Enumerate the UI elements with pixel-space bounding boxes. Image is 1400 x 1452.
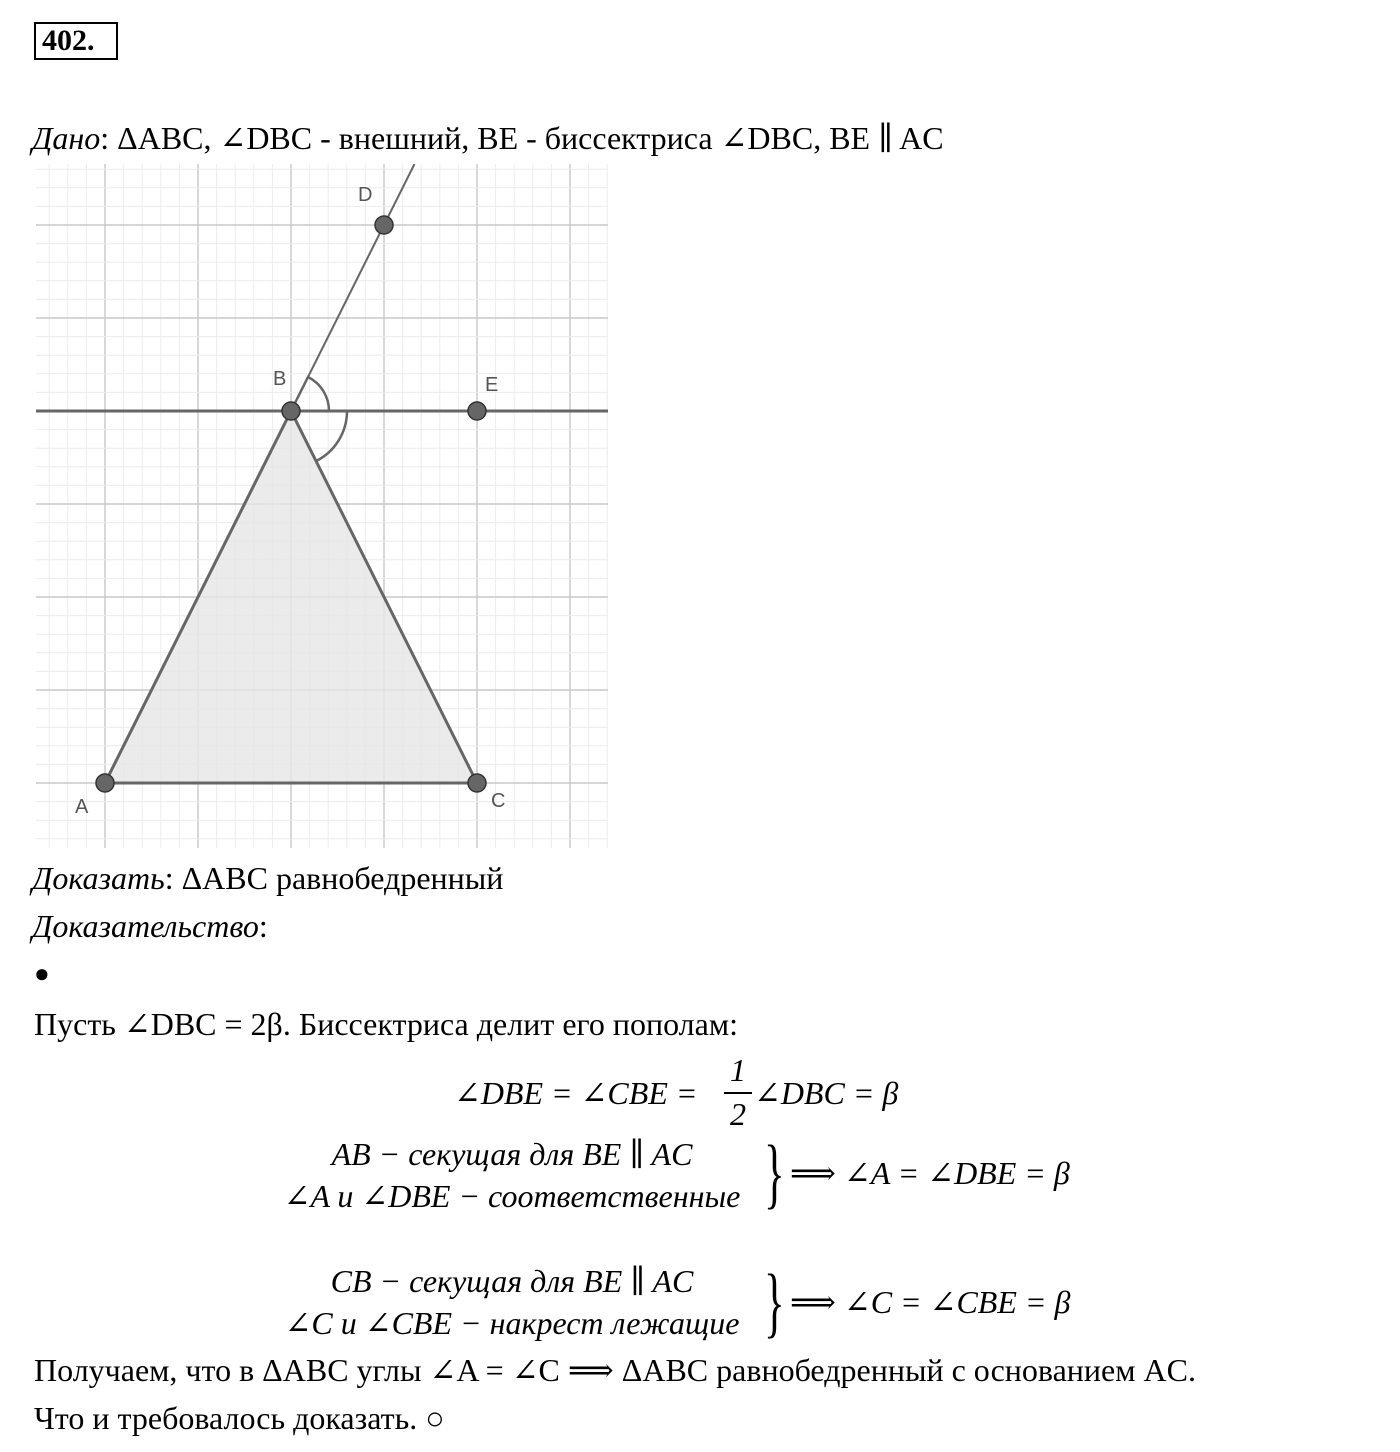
prove-text: : ΔABC равнобедренный	[164, 860, 504, 896]
bullet-icon: ●	[34, 959, 50, 988]
system1-line1: AB − секущая для BE ∥ AC	[331, 1136, 693, 1172]
point-label-d: D	[358, 184, 373, 206]
proof-heading	[32, 906, 268, 946]
system2-line2: ∠C и ∠CBE − накрест лежащие	[284, 1305, 740, 1341]
proof-colon: :	[258, 908, 268, 944]
point-label-c: C	[491, 790, 506, 812]
given-text: : ΔABC, ∠DBC - внешний, BE - биссектриса ∠DBC, BE ∥ AC	[100, 120, 944, 156]
geometry-diagram	[36, 164, 608, 848]
equation-right: ∠DBC = β	[754, 1075, 899, 1111]
problem-number: 402.	[34, 22, 118, 60]
system1-line2: ∠A и ∠DBE − соответственные	[283, 1178, 741, 1214]
system2-result: ⟹ ∠C = ∠CBE = β	[790, 1284, 1071, 1320]
point-c	[468, 774, 486, 792]
point-label-e: E	[485, 374, 499, 396]
point-d	[375, 216, 393, 234]
given-label: Дано	[32, 120, 101, 156]
point-label-b: B	[273, 368, 287, 390]
fraction-numerator: 1	[730, 1052, 746, 1088]
fraction-denominator: 2	[730, 1096, 746, 1132]
point-e	[468, 402, 486, 420]
right-brace-icon: }	[764, 1129, 785, 1216]
point-label-a: A	[75, 796, 89, 818]
system1-result: ⟹ ∠A = ∠DBE = β	[790, 1155, 1070, 1191]
proof-label: Доказательство	[32, 908, 259, 944]
prove-label: Доказать	[32, 860, 165, 896]
equation-left: ∠DBE = ∠CBE =	[454, 1075, 698, 1111]
point-b	[282, 402, 300, 420]
conclusion: Получаем, что в ΔABC углы ∠A = ∠C ⟹ ΔABC равнобедренный с основанием AC.	[34, 1352, 1196, 1388]
point-a	[96, 774, 114, 792]
system2-line1: CB − секущая для BE ∥ AC	[330, 1263, 694, 1299]
qed-line: Что и требовалось доказать. ○	[34, 1400, 445, 1436]
prove-line	[32, 858, 503, 898]
right-brace-icon: }	[764, 1258, 785, 1345]
let-statement: Пусть ∠DBC = 2β. Биссектриса делит его пополам:	[34, 1006, 738, 1042]
given-line	[32, 118, 944, 158]
